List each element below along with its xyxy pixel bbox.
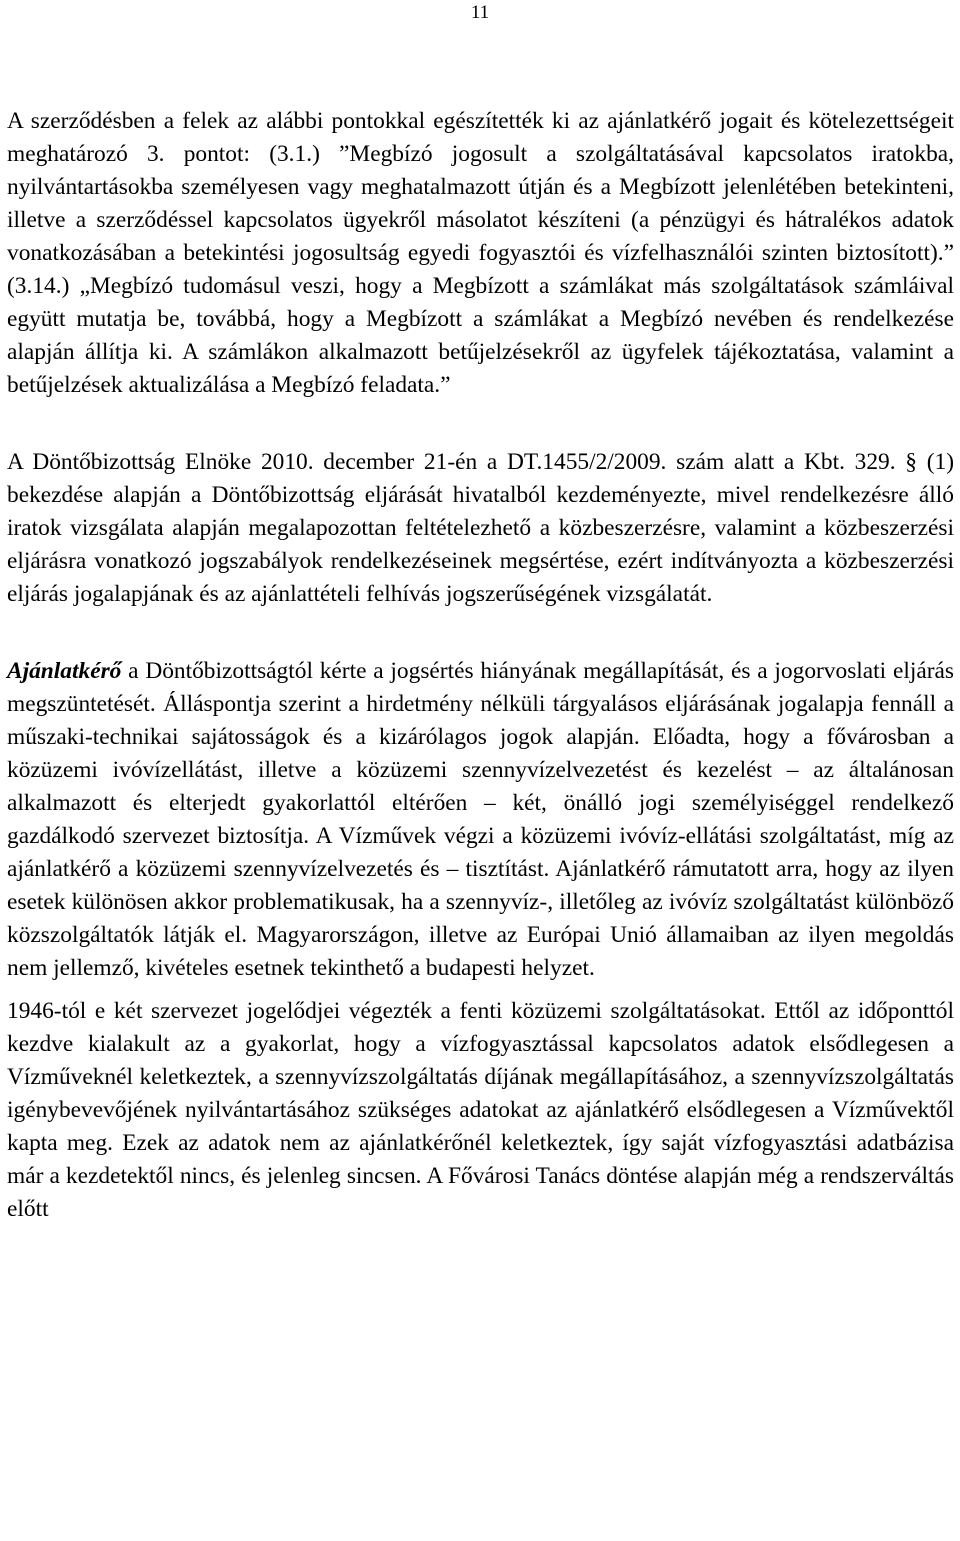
contracting-authority-emphasis: Ajánlatkérő	[7, 658, 122, 684]
paragraph-board-initiation: A Döntőbizottság Elnöke 2010. december 21-én a DT.1455/2/2009. szám alatt a Kbt. 329. § (1) bekezdése alapján a Döntőbizottság eljárását hivatalból kezdeményezte, mivel rendelkezésre álló iratok vizsgálata alapján megalapozottan feltételezhető a közbeszerzésre, valamint a közbeszerzési eljárásra vonatkozó jogszabályok rendelkezéseinek megsértése, ezért indítványozta a közbeszerzési eljárás jogalapjának és az ajánlattételi felhívás jogszerűségének vizsgálatát.	[7, 449, 954, 607]
page-number: 11	[470, 2, 490, 23]
paragraph-history: 1946-tól e két szervezet jogelődjei végezték a fenti közüzemi szolgáltatásokat. Ettől az időponttól kezdve kialakult az a gyakorlat, hogy a vízfogyasztással kapcsolatos adatok elsődlegesen a Vízműveknél keletkeztek, a szennyvízszolgáltatás díjának megállapításához, a szennyvízszolgáltatás igénybevevőjének nyilvántartásához szükséges adatokat az ajánlatkérő elsődlegesen a Vízművektől kapta meg. Ezek az adatok nem az ajánlatkérőnél keletkeztek, így saját vízfogyasztási adatbázisa már a kezdetektől nincs, és jelenleg sincsen. A Fővárosi Tanács döntése alapján még a rendszerváltás előtt	[7, 998, 954, 1222]
paragraph-contract-clauses: A szerződésben a felek az alábbi pontokkal egészítették ki az ajánlatkérő jogait és kötelezettségeit meghatározó 3. pontot: (3.1.) ”Megbízó jogosult a szolgáltatásával kapcsolatos iratokba, nyilvántartásokba személyesen vagy meghatalmazott útján és a Megbízott jelenlétében betekinteni, illetve a szerződéssel kapcsolatos ügyekről másolatot készíteni (a pénzügyi és hátralékos adatok vonatkozásában a betekintési jogosultság egyedi fogyasztói és vízfelhasználói szinten biztosított).” (3.14.) „Megbízó tudomásul veszi, hogy a Megbízott a számlákat más szolgáltatások számláival együtt mutatja be, továbbá, hogy a Megbízott a számlákat a Megbízó nevében és rendelkezése alapján állítja ki. A számlákon alkalmazott betűjelzésekről az ügyfelek tájékoztatása, valamint a betűjelzések aktualizálása a Megbízó feladata.”	[7, 108, 954, 398]
paragraph-text: a Döntőbizottságtól kérte a jogsértés hiányának megállapítását, és a jogorvoslati eljárás megszüntetését. Álláspontja szerint a hirdetmény nélküli tárgyalásos eljárásának jogalapja fennáll a műszaki-technikai sajátosságok és a kizárólagos jogok alapján. Előadta, hogy a fővárosban a közüzemi ivóvízellátást, illetve a közüzemi szennyvízelvezetést és kezelést – az általánosan alkalmazott és elterjedt gyakorlattól eltérően – két, önálló jogi személyiséggel rendelkező gazdálkodó szervezet biztosítja. A Vízművek végzi a közüzemi ivóvíz-ellátási szolgáltatást, míg az ajánlatkérő a közüzemi szennyvízelvezetés és – tisztítást. Ajánlatkérő rámutatott arra, hogy az ilyen esetek különösen akkor problematikusak, ha a szennyvíz-, illetőleg az ivóvíz szolgáltatást különböző közszolgáltatók látják el. Magyarországon, illetve az Európai Unió államaiban az ilyen megoldás nem jellemző, kivételes esetnek tekinthető a budapesti helyzet.	[7, 658, 954, 981]
document-body	[7, 105, 954, 1226]
paragraph-contracting-authority-position	[7, 655, 954, 985]
